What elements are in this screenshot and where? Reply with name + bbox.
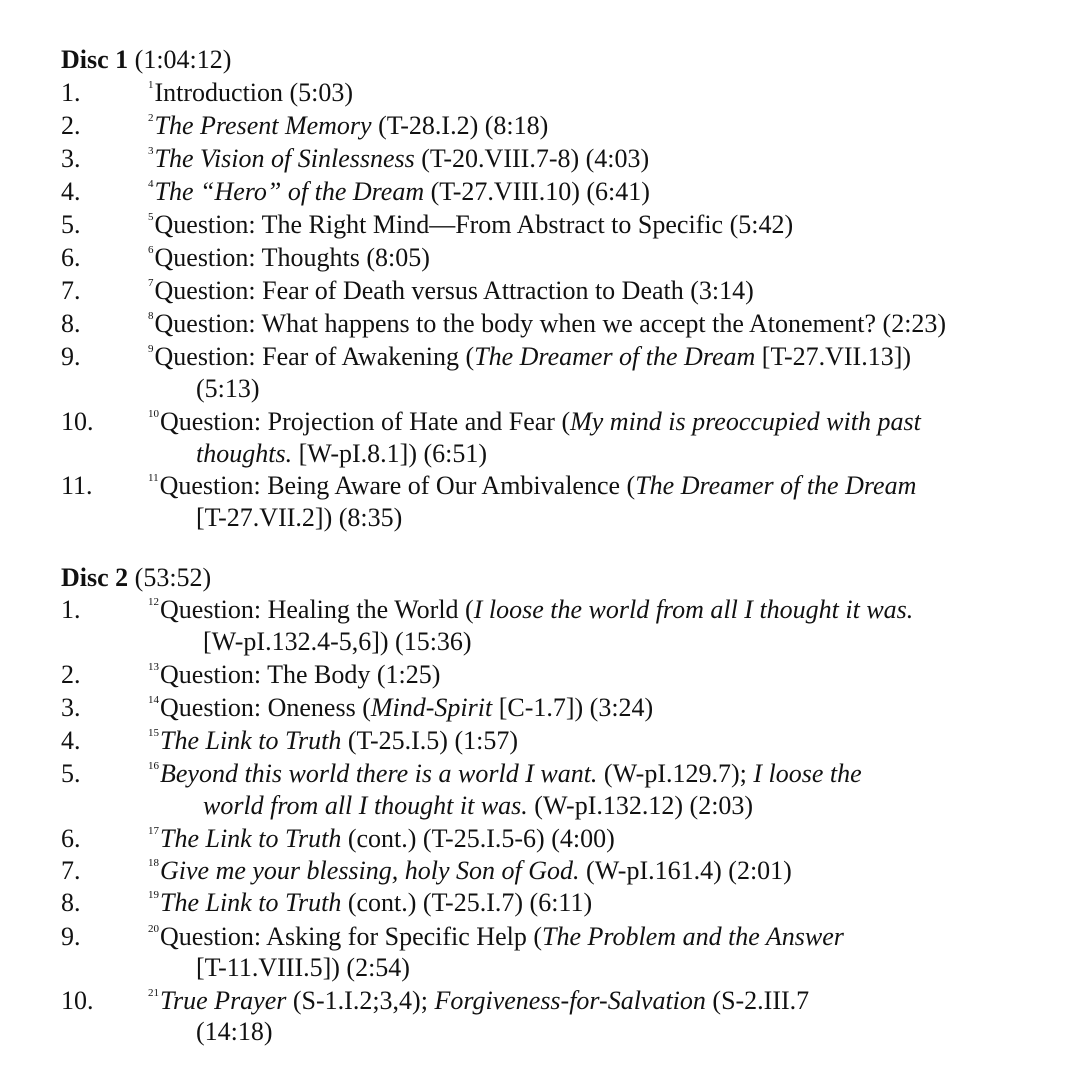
- track-number: 1.: [61, 78, 81, 107]
- track-title: [148, 275, 754, 307]
- track-text: [T-11.VIII.5]) (2:54): [196, 953, 410, 982]
- track-title: [148, 594, 913, 626]
- track-title: [148, 77, 353, 109]
- track-reference-title: world from all I thought it was.: [203, 791, 528, 820]
- track-text: Question: Oneness (: [160, 693, 371, 722]
- track-text: (5:13): [196, 374, 260, 403]
- track-title-continuation: [196, 438, 487, 470]
- track-reference-title: The Dreamer of the Dream: [474, 342, 756, 371]
- track-reference-title: The Vision of Sinlessness: [154, 144, 415, 173]
- track-text: Question: The Right Mind—From Abstract to Specific (5:42): [154, 210, 794, 239]
- footnote-marker: 2: [148, 112, 154, 124]
- track-text: Question: Being Aware of Our Ambivalence (: [159, 471, 636, 500]
- track-title: [148, 823, 615, 855]
- track-reference-title: The Link to Truth: [160, 888, 342, 917]
- track-number: 7.: [61, 276, 81, 305]
- track-text: (S-2.III.7: [705, 986, 810, 1015]
- track-reference-title: Give me your blessing, holy Son of God.: [160, 856, 580, 885]
- track-title: [148, 143, 649, 175]
- track-title: [148, 725, 518, 757]
- track-reference-title: My mind is preoccupied with past: [570, 407, 921, 436]
- footnote-marker: 20: [148, 923, 159, 935]
- footnote-marker: 10: [148, 408, 159, 420]
- footnote-marker: 7: [148, 277, 154, 289]
- track-number: 6.: [61, 824, 81, 853]
- track-reference-title: The Present Memory: [154, 111, 372, 140]
- track-number: 4.: [61, 177, 81, 206]
- footnote-marker: 8: [148, 310, 154, 322]
- track-text: (cont.) (T-25.I.5-6) (4:00): [341, 824, 615, 853]
- track-text: (cont.) (T-25.I.7) (6:11): [341, 888, 593, 917]
- track-number: 6.: [61, 243, 81, 272]
- footnote-marker: 17: [148, 825, 159, 837]
- track-reference-title: The “Hero” of the Dream: [154, 177, 425, 206]
- track-reference-title: The Link to Truth: [160, 824, 342, 853]
- footnote-marker: 19: [148, 889, 159, 901]
- track-title: [148, 470, 916, 502]
- track-number: 9.: [61, 342, 81, 371]
- track-text: (T-25.I.5) (1:57): [341, 726, 518, 755]
- track-text: (T-27.VIII.10) (6:41): [424, 177, 650, 206]
- track-number: 5.: [61, 210, 81, 239]
- track-text: Question: Healing the World (: [160, 595, 474, 624]
- track-title: [148, 406, 921, 438]
- track-title: [148, 176, 650, 208]
- track-text: (T-20.VIII.7-8) (4:03): [414, 144, 650, 173]
- track-number: 10.: [61, 407, 94, 436]
- track-title: [148, 921, 844, 953]
- track-number: 8.: [61, 309, 81, 338]
- track-title-continuation: [203, 626, 472, 658]
- track-text: Introduction (5:03): [154, 78, 354, 107]
- footnote-marker: 15: [148, 727, 159, 739]
- footnote-marker: 11: [148, 472, 159, 484]
- footnote-marker: 13: [148, 661, 159, 673]
- disc-2-heading: [61, 562, 211, 594]
- track-reference-title: The Link to Truth: [160, 726, 342, 755]
- track-title-continuation: [196, 1016, 273, 1048]
- footnote-marker: 5: [148, 211, 154, 223]
- track-number: 2.: [61, 660, 81, 689]
- track-text: Question: Thoughts (8:05): [154, 243, 430, 272]
- track-title-continuation: [196, 502, 402, 534]
- footnote-marker: 21: [148, 987, 159, 999]
- track-title: [148, 887, 592, 919]
- track-title: [148, 659, 440, 691]
- track-text: Question: Fear of Death versus Attraction to Death (3:14): [154, 276, 754, 305]
- footnote-marker: 1: [148, 79, 154, 91]
- track-title: [148, 985, 809, 1017]
- disc-1-heading: [61, 44, 231, 76]
- track-title: [148, 341, 911, 373]
- track-number: 8.: [61, 888, 81, 917]
- track-text: (S-1.I.2;3,4);: [286, 986, 435, 1015]
- disc-label: Disc 2: [61, 563, 129, 592]
- disc-duration: (1:04:12): [134, 45, 232, 74]
- track-reference-title: I loose the: [753, 759, 862, 788]
- track-number: 5.: [61, 759, 81, 788]
- track-title: [148, 308, 946, 340]
- disc-label: Disc 1: [61, 45, 129, 74]
- track-text: [C-1.7]) (3:24): [492, 693, 654, 722]
- track-text: (T-28.I.2) (8:18): [371, 111, 549, 140]
- footnote-marker: 3: [148, 145, 154, 157]
- track-text: (W-pI.161.4) (2:01): [579, 856, 792, 885]
- footnote-marker: 4: [148, 178, 154, 190]
- track-text: Question: The Body (1:25): [160, 660, 441, 689]
- track-title: [148, 758, 862, 790]
- track-text: Question: Projection of Hate and Fear (: [160, 407, 571, 436]
- track-number: 3.: [61, 144, 81, 173]
- track-reference-title: The Dreamer of the Dream: [635, 471, 917, 500]
- track-title-continuation: [196, 952, 410, 984]
- track-text: [W-pI.8.1]) (6:51): [292, 439, 488, 468]
- track-text: [T-27.VII.13]): [755, 342, 912, 371]
- footnote-marker: 12: [148, 596, 159, 608]
- track-number: 1.: [61, 595, 81, 624]
- track-reference-title: The Problem and the Answer: [542, 922, 844, 951]
- track-number: 11.: [61, 471, 93, 500]
- track-reference-title: Beyond this world there is a world I want.: [160, 759, 598, 788]
- track-text: Question: Asking for Specific Help (: [160, 922, 542, 951]
- track-reference-title: I loose the world from all I thought it was.: [473, 595, 914, 624]
- track-title: [148, 855, 792, 887]
- track-title: [148, 209, 793, 241]
- track-number: 3.: [61, 693, 81, 722]
- track-title: [148, 242, 430, 274]
- track-number: 7.: [61, 856, 81, 885]
- track-text: Question: Fear of Awakening (: [154, 342, 475, 371]
- disc-duration: (53:52): [134, 563, 212, 592]
- track-reference-title: thoughts.: [196, 439, 293, 468]
- track-text: (14:18): [196, 1017, 273, 1046]
- track-text: (W-pI.129.7);: [597, 759, 754, 788]
- track-title-continuation: [203, 790, 753, 822]
- footnote-marker: 9: [148, 343, 154, 355]
- track-reference-title: True Prayer: [160, 986, 287, 1015]
- track-text: Question: What happens to the body when we accept the Atonement? (2:23): [154, 309, 947, 338]
- track-text: (W-pI.132.12) (2:03): [527, 791, 754, 820]
- track-title: [148, 692, 653, 724]
- track-reference-title: Forgiveness-for-Salvation: [434, 986, 706, 1015]
- track-number: 2.: [61, 111, 81, 140]
- footnote-marker: 6: [148, 244, 154, 256]
- footnote-marker: 16: [148, 760, 159, 772]
- footnote-marker: 14: [148, 694, 159, 706]
- track-reference-title: Mind-Spirit: [370, 693, 493, 722]
- track-number: 9.: [61, 922, 81, 951]
- track-title: [148, 110, 548, 142]
- footnote-marker: 18: [148, 857, 159, 869]
- track-text: [W-pI.132.4-5,6]) (15:36): [203, 627, 472, 656]
- track-number: 4.: [61, 726, 81, 755]
- track-title-continuation: [196, 373, 260, 405]
- track-number: 10.: [61, 986, 94, 1015]
- track-text: [T-27.VII.2]) (8:35): [196, 503, 403, 532]
